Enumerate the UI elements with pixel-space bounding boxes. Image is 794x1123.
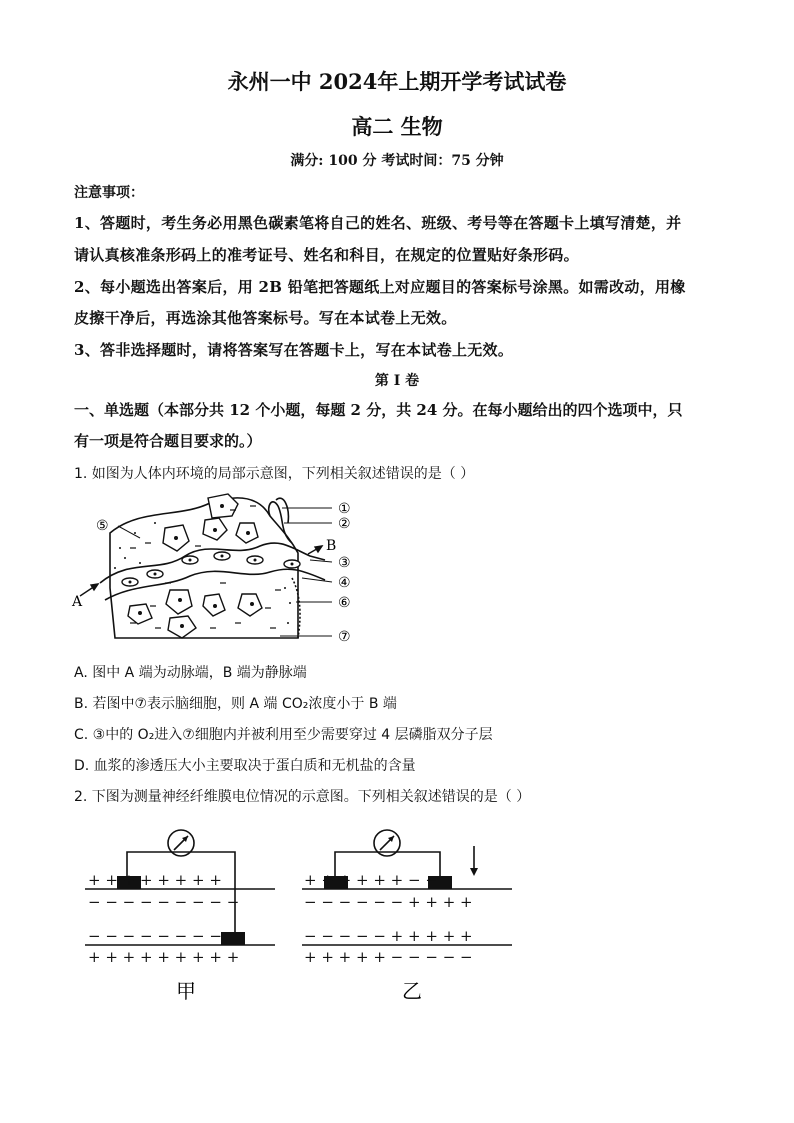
label-A: A (72, 594, 83, 610)
label-7: ⑦ (338, 629, 351, 645)
label-5: ⑤ (96, 518, 109, 534)
note-line: 3、答非选择题时，请将答案写在答题卡上，写在本试卷上无效。 (74, 341, 514, 359)
label-jia: 甲 (176, 979, 196, 1003)
yi-bottom-outside-charges: + + + + + − − − − − (304, 948, 473, 966)
question-1-stem: 1. 如图为人体内环境的局部示意图，下列相关叙述错误的是（ ） (74, 466, 475, 482)
note-line: 2、每小题选出答案后，用 2B 铅笔把答题纸上对应题目的答案标号涂黑。如需改动，用橡 (74, 278, 686, 296)
q1-option-a: A. 图中 A 端为动脉端，B 端为静脉端 (74, 665, 307, 681)
label-B: B (326, 538, 337, 554)
note-line: 请认真核准条形码上的准考证号、姓名和科目，在规定的位置贴好条形码。 (74, 246, 579, 264)
q1-option-b: B. 若图中⑦表示脑细胞，则 A 端 CO₂浓度小于 B 端 (74, 696, 397, 712)
yi-top-inside-charges: − − − − − − + + + + (304, 893, 473, 911)
label-6: ⑥ (338, 595, 351, 611)
page-subtitle: 高二 生物 (351, 114, 443, 139)
page-title: 永州一中 2024年上期开学考试试卷 (227, 69, 567, 94)
figure-internal-environment (70, 488, 370, 650)
figure-membrane-potential (80, 820, 530, 1005)
label-yi: 乙 (402, 979, 422, 1003)
yi-top-outside-charges: + + + + + + − − (304, 871, 438, 889)
label-1: ① (338, 501, 351, 517)
q1-option-d: D. 血浆的渗透压大小主要取决于蛋白质和无机盐的含量 (74, 758, 416, 774)
note-line: 皮擦干净后，再选涂其他答案标号。写在本试卷上无效。 (74, 309, 457, 327)
q1-option-c: C. ③中的 O₂进入⑦细胞内并被利用至少需要穿过 4 层磷脂双分子层 (74, 727, 493, 743)
jia-bottom-inside-charges: − − − − − − − − (88, 927, 222, 945)
label-3: ③ (338, 555, 351, 571)
yi-bottom-inside-charges: − − − − − + + + + + (304, 927, 473, 945)
jia-top-outside-charges: + + + + + + + + (88, 871, 222, 889)
jia-top-inside-charges: − − − − − − − − − (88, 893, 240, 911)
note-line: 1、答题时，考生务必用黑色碳素笔将自己的姓名、班级、考号等在答题卡上填写清楚，并 (74, 214, 682, 232)
exam-meta: 满分: 100 分 考试时间：75 分钟 (290, 153, 504, 169)
section-title: 第 I 卷 (374, 373, 420, 389)
notes-heading: 注意事项： (74, 185, 144, 201)
question-2-stem: 2. 下图为测量神经纤维膜电位情况的示意图。下列相关叙述错误的是（ ） (74, 789, 531, 805)
section-intro: 有一项是符合题目要求的。） (74, 432, 262, 450)
label-4: ④ (338, 575, 351, 591)
label-2: ② (338, 516, 351, 532)
section-intro: 一、单选题（本部分共 12 个小题，每题 2 分，共 24 分。在每小题给出的四个选项中，只 (74, 401, 683, 419)
jia-bottom-outside-charges: + + + + + + + + + (88, 948, 240, 966)
